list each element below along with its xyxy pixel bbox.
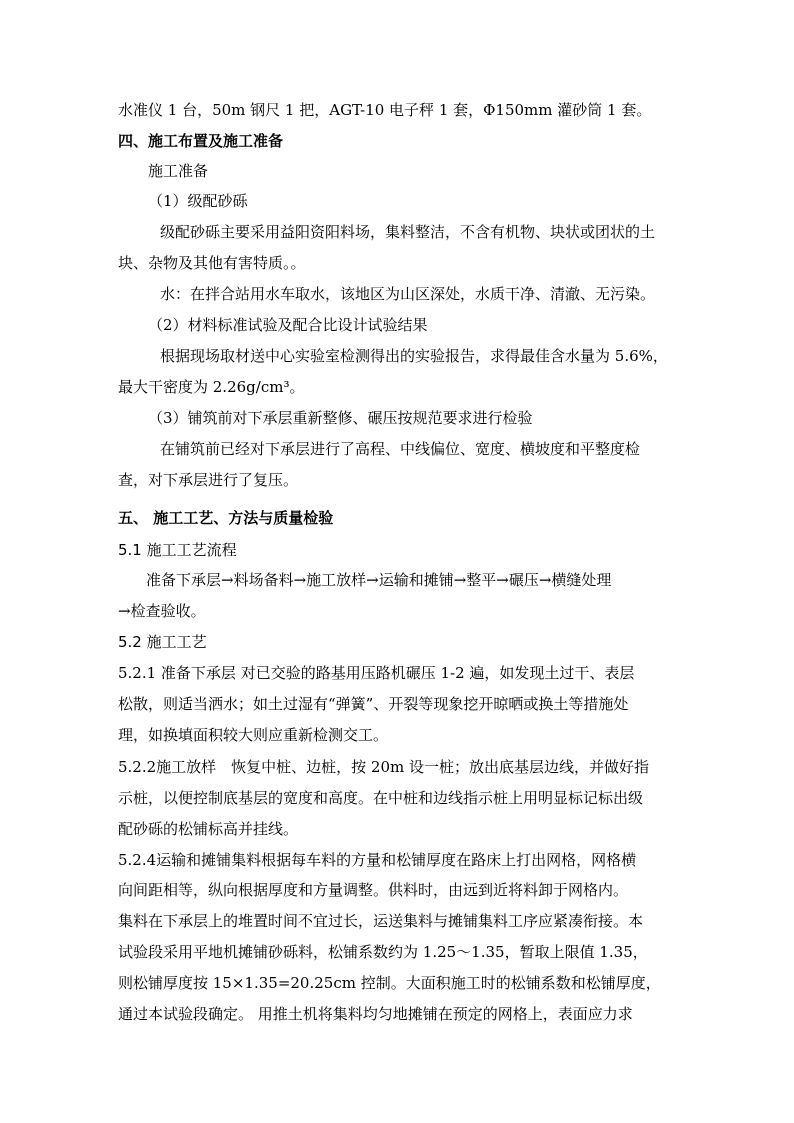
- text-line: 最大干密度为 2.26g/cm³。: [118, 378, 305, 396]
- text-line: 松散，则适当洒水；如土过湿有“弹簧”、开裂等现象挖开晾晒或换土等措施处: [118, 695, 629, 713]
- item-heading: （2）材料标准试验及配合比设计试验结果: [148, 316, 428, 334]
- text-line: 示桩，以便控制底基层的宽度和高度。在中桩和边线指示桩上用明显标记标出级: [118, 789, 644, 807]
- subsection-heading: 5.2 施工工艺: [118, 633, 207, 651]
- text-line: 集料在下承层上的堆置时间不宜过长，运送集料与摊铺集料工序应紧凑衔接。本: [118, 912, 644, 930]
- text-line: 水：在拌合站用水车取水，该地区为山区深处，水质干净、清澈、无污染。: [160, 285, 656, 303]
- text-line: 根据现场取材送中心实验室检测得出的实验报告，求得最佳含水量为 5.6%，: [160, 347, 668, 365]
- text-line: 5.2.2施工放样 恢复中桩、边桩，按 20m 设一桩；放出底基层边线，并做好指: [118, 758, 650, 776]
- text-line: 理，如换填面积较大则应重新检测交工。: [118, 726, 389, 744]
- sub-heading: 施工准备: [148, 162, 209, 180]
- text-line: 试验段采用平地机摊铺砂砾料，松铺系数约为 1.25～1.35，暂取上限值 1.35，: [118, 943, 648, 961]
- subsection-heading: 5.1 施工工艺流程: [118, 541, 237, 559]
- text-line: 块、杂物及其他有害特质。。: [118, 254, 306, 272]
- text-line: 准备下承层→料场备料→施工放样→运输和摊铺→整平→碾压→横缝处理: [146, 571, 612, 589]
- text-line: 5.2.4运输和摊铺集料根据每车料的方量和松铺厚度在路床上打出网格，网格横: [118, 851, 637, 869]
- text-line: 5.2.1 准备下承层 对已交验的路基用压路机碾压 1-2 遍，如发现土过干、表层: [118, 664, 635, 682]
- text-line: 水准仪 1 台，50m 钢尺 1 把，AGT-10 电子秤 1 套，Φ150mm 灌砂筒 1 套。: [118, 101, 652, 119]
- text-line: →检查验收。: [118, 602, 206, 620]
- text-line: 则松铺厚度按 15×1.35=20.25cm 控制。大面积施工时的松铺系数和松铺厚度，: [118, 974, 661, 992]
- text-line: 在铺筑前已经对下承层进行了高程、中线偏位、宽度、横坡度和平整度检: [160, 440, 641, 458]
- item-heading: （3）铺筑前对下承层重新整修、碾压按规范要求进行检验: [148, 409, 533, 427]
- section-heading: 五、 施工工艺、方法与质量检验: [118, 509, 334, 527]
- text-line: 配砂砾的松铺标高并挂线。: [118, 820, 299, 838]
- item-heading: （1）级配砂砾: [148, 192, 248, 210]
- section-heading: 四、施工布置及施工准备: [118, 132, 284, 150]
- text-line: 查，对下承层进行了复压。: [118, 471, 299, 489]
- text-line: 通过本试验段确定。 用推土机将集料均匀地摊铺在预定的网格上，表面应力求: [118, 1005, 633, 1023]
- text-line: 级配砂砾主要采用益阳资阳料场，集料整洁，不含有机物、块状或团状的土: [160, 223, 656, 241]
- text-line: 向间距相等，纵向根据厚度和方量调整。供料时，由远到近将料卸于网格内。: [118, 881, 629, 899]
